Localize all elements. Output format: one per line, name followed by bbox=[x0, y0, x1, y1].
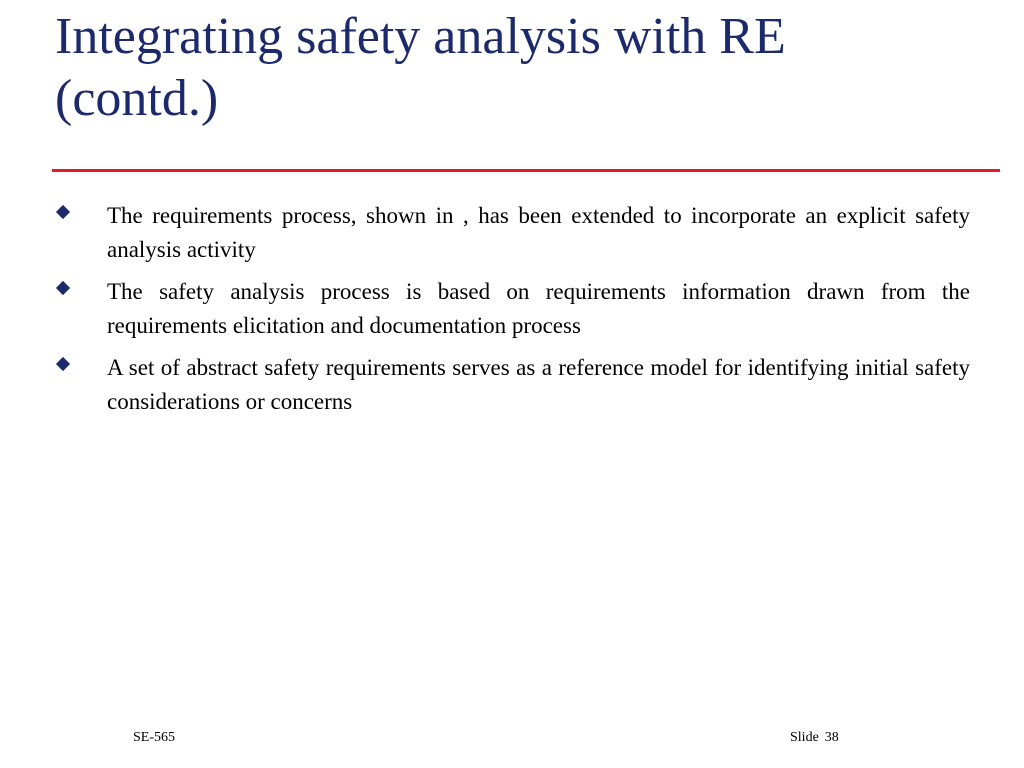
slide-title-line-1: Integrating safety analysis with RE bbox=[55, 8, 786, 65]
footer-slide-number-value: 38 bbox=[824, 730, 839, 745]
diamond-bullet-icon bbox=[56, 357, 70, 371]
footer-slide-number bbox=[790, 730, 839, 746]
bullet-item bbox=[0, 199, 1024, 267]
bullet-item bbox=[0, 351, 1024, 419]
bullet-text: The safety analysis process is based on requirements information drawn from the requirements elicitation and documentation process bbox=[107, 279, 970, 338]
footer-course-code: SE-565 bbox=[133, 730, 175, 745]
slide-title bbox=[55, 6, 995, 130]
bullet-list bbox=[0, 199, 1024, 427]
bullet-text: The requirements process, shown in , has been extended to incorporate an explicit safety analysis activity bbox=[107, 203, 970, 262]
diamond-bullet-icon bbox=[56, 205, 70, 219]
title-divider-rule bbox=[52, 169, 1000, 172]
slide-title-line-2: (contd.) bbox=[55, 70, 219, 127]
footer-slide-label: Slide bbox=[790, 730, 819, 745]
bullet-item bbox=[0, 275, 1024, 343]
bullet-text: A set of abstract safety requirements serves as a reference model for identifying initial safety considerations or concerns bbox=[107, 355, 970, 414]
diamond-bullet-icon bbox=[56, 281, 70, 295]
